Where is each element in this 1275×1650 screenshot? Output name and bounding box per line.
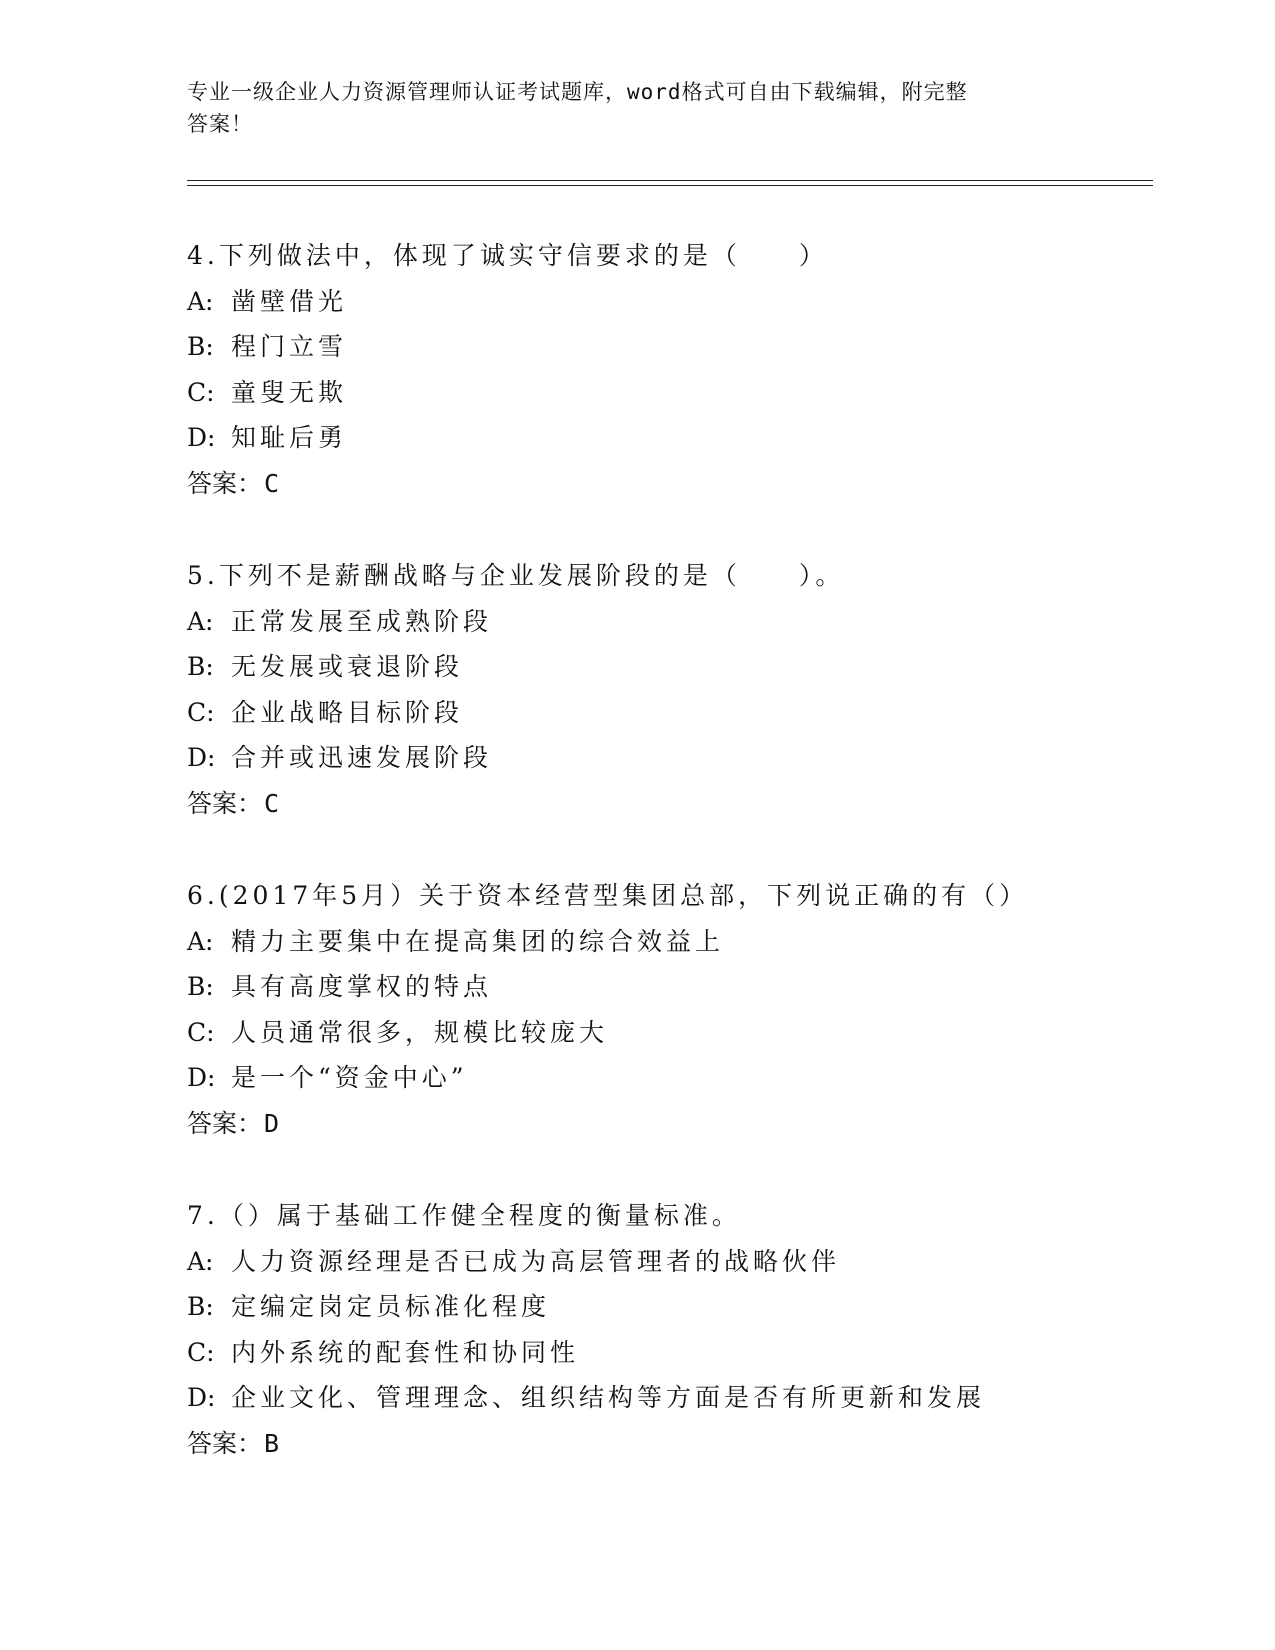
option-text: 是一个“资金中心” <box>231 1063 468 1092</box>
option-d <box>187 1055 1147 1101</box>
answer-value: C <box>264 468 280 498</box>
option-a <box>187 1239 1147 1285</box>
question-stem: 7.（）属于基础工作健全程度的衡量标准。 <box>187 1201 741 1230</box>
option-text: 定编定岗定员标准化程度 <box>231 1292 551 1321</box>
option-text: 内外系统的配套性和协同性 <box>231 1337 580 1367</box>
answer <box>187 1101 1147 1147</box>
option-c <box>187 1010 1147 1056</box>
option-key: B: <box>187 1292 214 1321</box>
answer <box>187 1421 1147 1467</box>
option-b <box>187 1284 1147 1330</box>
option-text: 童叟无欺 <box>231 377 348 407</box>
option-text: 具有高度掌权的特点 <box>231 972 493 1001</box>
option-text: 企业文化、管理理念、组织结构等方面是否有所更新和发展 <box>231 1383 986 1412</box>
question-stem: 4.下列做法中，体现了诚实守信要求的是（ ） <box>187 241 828 270</box>
option-text: 合并或迅速发展阶段 <box>231 743 493 772</box>
option-c <box>187 690 1147 736</box>
option-key: C: <box>187 1017 215 1047</box>
option-key: A: <box>187 926 214 956</box>
option-d <box>187 735 1147 781</box>
option-key: A: <box>187 1246 214 1276</box>
option-key: D: <box>187 1383 216 1412</box>
question-stem: 6.(2017年5月）关于资本经营型集团总部，下列说正确的有（） <box>187 881 1029 910</box>
question-stem: 5.下列不是薪酬战略与企业发展阶段的是（ ）。 <box>187 561 845 590</box>
option-text: 精力主要集中在提高集团的综合效益上 <box>231 926 725 956</box>
option-text: 程门立雪 <box>231 332 348 361</box>
option-key: D: <box>187 743 216 772</box>
answer-label: 答案： <box>187 788 263 818</box>
option-d <box>187 415 1147 461</box>
answer <box>187 781 1147 827</box>
option-key: B: <box>187 332 214 361</box>
option-text: 知耻后勇 <box>231 423 348 452</box>
option-b <box>187 644 1147 690</box>
answer-value: D <box>264 1108 280 1138</box>
option-text: 无发展或衰退阶段 <box>231 652 464 681</box>
answer-value: C <box>264 788 280 818</box>
header-line-2: 答案！ <box>187 112 253 136</box>
header-line-1: 专业一级企业人力资源管理师认证考试题库，word格式可自由下载编辑，附完整 <box>187 80 968 104</box>
option-key: C: <box>187 377 215 407</box>
option-key: D: <box>187 1063 216 1092</box>
option-d <box>187 1375 1147 1421</box>
option-text: 人力资源经理是否已成为高层管理者的战略伙伴 <box>231 1246 841 1276</box>
answer <box>187 461 1147 507</box>
option-b <box>187 964 1147 1010</box>
option-c <box>187 370 1147 416</box>
header-divider-bottom <box>187 185 1153 186</box>
option-key: C: <box>187 697 215 727</box>
option-key: C: <box>187 1337 215 1367</box>
option-a <box>187 599 1147 645</box>
option-text: 企业战略目标阶段 <box>231 697 464 727</box>
option-key: B: <box>187 652 214 681</box>
question-5 <box>187 553 1147 826</box>
question-6 <box>187 873 1147 1146</box>
option-a <box>187 919 1147 965</box>
answer-label: 答案： <box>187 468 263 498</box>
answer-label: 答案： <box>187 1108 263 1138</box>
question-7 <box>187 1193 1147 1466</box>
option-b <box>187 324 1147 370</box>
option-text: 人员通常很多，规模比较庞大 <box>231 1017 609 1047</box>
option-text: 正常发展至成熟阶段 <box>231 606 493 636</box>
answer-label: 答案： <box>187 1428 263 1458</box>
question-4 <box>187 233 1147 506</box>
option-key: D: <box>187 423 216 452</box>
option-key: A: <box>187 286 214 316</box>
option-key: B: <box>187 972 214 1001</box>
option-text: 凿壁借光 <box>231 286 348 316</box>
answer-value: B <box>264 1428 280 1458</box>
header-divider-top <box>187 180 1153 181</box>
document-header <box>187 76 1067 140</box>
option-key: A: <box>187 606 214 636</box>
option-c <box>187 1330 1147 1376</box>
option-a <box>187 279 1147 325</box>
